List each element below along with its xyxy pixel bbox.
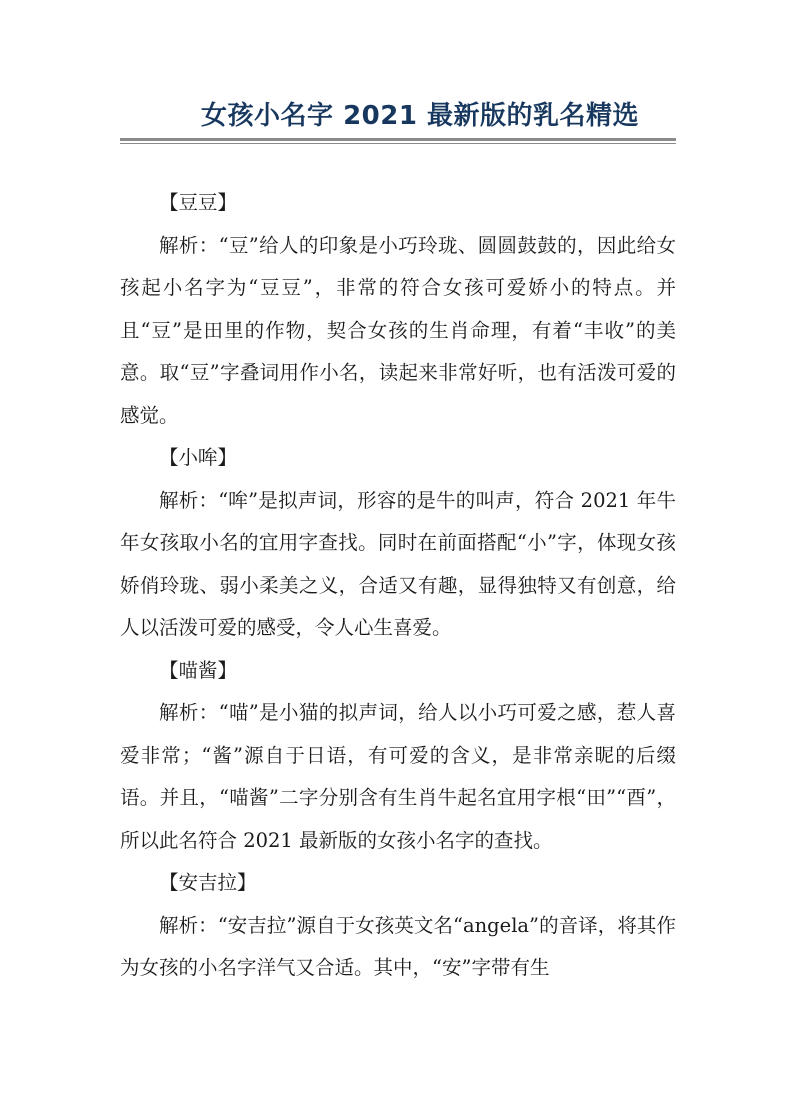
section-heading-miaojiang: 【喵酱】 [159, 658, 238, 682]
section-heading-doudou: 【豆豆】 [159, 191, 238, 214]
document-title: 女孩小名字 2021 最新版的乳名精选 [201, 101, 639, 131]
title-rule-thick [120, 138, 676, 141]
section-text-doudou: 解析：“豆”给人的印象是小巧玲珑、圆圆鼓鼓的，因此给女孩起小名字为“豆豆”，非常的符合女孩可爱娇小的特点。并且“豆”是田里的作物，契合女孩的生肖命理，有着“丰收”的美意。取“豆”字叠词用作小名，读起来非常好听，也有活泼可爱的感觉。 [120, 233, 676, 427]
section-text-anjila: 解析：“安吉拉”源自于女孩英文名“angela”的音译，将其作为女孩的小名字洋气又合适。其中，“安”字带有生 [120, 913, 676, 979]
section-text-xiaomou: 解析：“哞”是拟声词，形容的是牛的叫声，符合 2021 年牛年女孩取小名的宜用字查找。同时在前面搭配“小”字，体现女孩娇俏玲珑、弱小柔美之义，合适又有趣，显得独特又有创意，给人以活泼可爱的感受，令人心生喜爱。 [120, 488, 676, 639]
section-heading-xiaomou: 【小哞】 [159, 446, 238, 469]
section-text-miaojiang: 解析：“喵”是小猫的拟声词，给人以小巧可爱之感，惹人喜爱非常；“酱”源自于日语，有可爱的含义，是非常亲昵的后缀语。并且，“喵酱”二字分别含有生肖牛起名宜用字根“田”“酉”，所以此名符合 2021 最新版的女孩小名字的查找。 [120, 701, 676, 852]
section-heading-anjila: 【安吉拉】 [159, 871, 257, 894]
document-body [120, 182, 676, 990]
title-rule-thin [120, 143, 676, 144]
